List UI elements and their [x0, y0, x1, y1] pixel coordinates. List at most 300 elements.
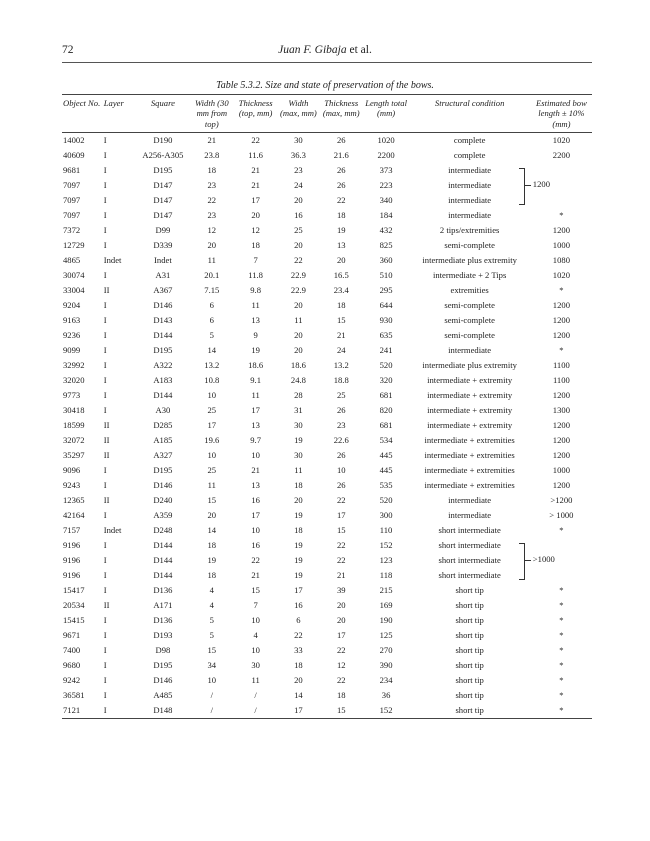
table-row — [62, 703, 592, 719]
cell-width-top: 20 — [207, 239, 217, 250]
cell-thickness-max: 17 — [336, 629, 346, 640]
cell-estimated-length: 1000 — [552, 464, 570, 475]
col-header-width-top: Width (30 mm from top) — [190, 95, 233, 133]
table-row — [62, 583, 592, 598]
cell-structural-condition: intermediate — [448, 164, 492, 175]
cell-object-no: 36581 — [63, 689, 85, 700]
table-row — [62, 373, 592, 388]
cell-estimated-length: 1100 — [552, 374, 570, 385]
table-row — [62, 238, 592, 253]
cell-object-no: 9196 — [63, 539, 81, 550]
cell-estimated-length: * — [559, 584, 564, 595]
cell-estimated-length: 1100 — [552, 359, 570, 370]
cell-thickness-max: 15 — [336, 314, 346, 325]
cell-width-top: 23.8 — [204, 149, 220, 160]
col-header-square: Square — [135, 95, 190, 133]
table-row — [62, 538, 592, 553]
cell-layer: Indet — [103, 524, 122, 535]
cell-width-max: 19 — [294, 554, 303, 565]
cell-layer: I — [103, 674, 107, 685]
cell-width-top: 14 — [207, 344, 217, 355]
cell-estimated-length: 2200 — [552, 149, 570, 160]
cell-width-max: 23 — [294, 164, 303, 175]
cell-square: D147 — [153, 194, 173, 205]
cell-object-no: 32072 — [63, 434, 85, 445]
cell-estimated-length: >1200 — [550, 494, 573, 505]
table-row — [62, 628, 592, 643]
cell-layer: I — [103, 164, 107, 175]
cell-layer: I — [103, 569, 107, 580]
col-header-thickness-top: Thickness (top, mm) — [233, 95, 278, 133]
cell-width-top: 6 — [209, 299, 214, 310]
cell-length: 681 — [379, 389, 393, 400]
cell-square: D144 — [153, 329, 173, 340]
cell-estimated-length: 1080 — [552, 254, 570, 265]
cell-structural-condition: short tip — [455, 674, 484, 685]
cell-thickness-max: 22 — [336, 644, 346, 655]
cell-width-max: 22 — [294, 629, 303, 640]
cell-structural-condition: short intermediate — [438, 569, 501, 580]
cell-estimated-length: * — [559, 644, 564, 655]
cell-layer: I — [103, 464, 107, 475]
cell-square: D195 — [153, 464, 173, 475]
cell-thickness-max: 10 — [336, 464, 346, 475]
bows-table — [62, 94, 592, 719]
table-row — [62, 223, 592, 238]
cell-length: 820 — [379, 404, 393, 415]
cell-layer: I — [103, 479, 107, 490]
cell-square: A485 — [153, 689, 173, 700]
cell-width-top: 6 — [209, 314, 214, 325]
cell-thickness-top: 22 — [251, 134, 260, 145]
cell-length: 223 — [379, 179, 393, 190]
cell-structural-condition: short tip — [455, 644, 484, 655]
cell-square: D146 — [153, 479, 173, 490]
table-row — [62, 478, 592, 493]
cell-length: 36 — [381, 689, 391, 700]
cell-width-max: 20 — [294, 299, 303, 310]
cell-width-max: 24.8 — [290, 374, 306, 385]
group-bracket-1 — [519, 168, 525, 205]
cell-width-top: 5 — [209, 614, 214, 625]
table-row — [62, 463, 592, 478]
cell-structural-condition: intermediate — [448, 209, 492, 220]
col-header-structural-condition: Structural condition — [409, 95, 531, 133]
cell-structural-condition: intermediate + extremity — [427, 374, 513, 385]
cell-object-no: 9773 — [63, 389, 81, 400]
cell-width-max: 24 — [294, 179, 303, 190]
cell-estimated-length: 1200 — [552, 389, 570, 400]
cell-square: A171 — [153, 599, 173, 610]
cell-object-no: 15415 — [63, 614, 85, 625]
cell-width-top: 12 — [207, 224, 217, 235]
cell-thickness-max: 26 — [336, 404, 346, 415]
cell-layer: I — [103, 703, 136, 719]
cell-width-max: 19 — [294, 509, 303, 520]
cell-layer: I — [103, 644, 107, 655]
cell-thickness-max: 26 — [336, 179, 346, 190]
cell-thickness-top: 12 — [251, 224, 260, 235]
cell-thickness-top: 15 — [251, 584, 260, 595]
cell-structural-condition: intermediate — [448, 194, 492, 205]
cell-layer: I — [103, 554, 107, 565]
cell-square: D98 — [155, 644, 171, 655]
cell-width-top: / — [210, 689, 213, 700]
table-row — [62, 298, 592, 313]
table-row — [62, 448, 592, 463]
cell-object-no: 9671 — [63, 629, 81, 640]
cell-length: 234 — [379, 674, 393, 685]
cell-thickness-max: 26 — [336, 479, 346, 490]
cell-thickness-max: 20 — [336, 614, 346, 625]
cell-object-no: 35297 — [63, 449, 85, 460]
cell-square: A359 — [153, 509, 173, 520]
cell-square: A30 — [155, 404, 171, 415]
cell-width-max: 19 — [294, 569, 303, 580]
cell-thickness-top: 21 — [251, 464, 260, 475]
cell-width-max: 22 — [294, 254, 303, 265]
cell-object-no: 12365 — [63, 494, 85, 505]
cell-square: A256-A305 — [142, 149, 184, 160]
cell-length: 373 — [379, 164, 393, 175]
cell-thickness-max: 18 — [336, 689, 346, 700]
cell-length: 340 — [379, 194, 393, 205]
cell-width-top: 10 — [207, 674, 217, 685]
cell-thickness-top: 30 — [251, 659, 260, 670]
cell-layer: II — [103, 494, 110, 505]
cell-width-max: 30 — [294, 419, 303, 430]
cell-width-top: 5 — [209, 329, 214, 340]
cell-width-top: 34 — [207, 659, 217, 670]
cell-thickness-max: 21.6 — [333, 149, 349, 160]
cell-square: D339 — [153, 239, 173, 250]
table-row — [62, 163, 592, 178]
running-head-author: Juan F. Gibaja — [278, 44, 347, 56]
col-header-thickness-max: Thickness (max, mm) — [319, 95, 364, 133]
cell-estimated-length: 1020 — [552, 269, 570, 280]
cell-structural-condition: intermediate + extremity — [427, 389, 513, 400]
cell-square: D195 — [153, 164, 173, 175]
cell-thickness-top: 9 — [253, 329, 258, 340]
cell-object-no: 7372 — [63, 224, 81, 235]
cell-estimated-length: * — [559, 659, 564, 670]
cell-layer: II — [103, 284, 110, 295]
cell-layer: I — [103, 239, 107, 250]
cell-thickness-max: 12 — [336, 659, 346, 670]
cell-structural-condition: intermediate + extremities — [424, 479, 515, 490]
cell-length: 152 — [364, 703, 409, 719]
table-row — [62, 523, 592, 538]
cell-object-no: 9163 — [63, 314, 81, 325]
cell-thickness-top: 10 — [251, 449, 260, 460]
cell-square: D190 — [153, 134, 173, 145]
cell-layer: I — [103, 389, 107, 400]
cell-width-max: 30 — [294, 134, 303, 145]
cell-square: D240 — [153, 494, 173, 505]
cell-thickness-top: 10 — [251, 524, 260, 535]
cell-estimated-length: 1300 — [552, 404, 570, 415]
cell-object-no: 32020 — [63, 374, 85, 385]
cell-width-max: 14 — [294, 689, 303, 700]
cell-width-top: 23 — [207, 179, 217, 190]
cell-estimated-length — [531, 163, 592, 178]
cell-thickness-max: 17 — [336, 509, 346, 520]
cell-width-max: 11 — [294, 314, 303, 325]
cell-width-top: 10 — [207, 389, 217, 400]
cell-structural-condition: complete — [453, 149, 486, 160]
cell-thickness-max: 20 — [336, 599, 346, 610]
cell-square: A327 — [153, 449, 173, 460]
cell-length: 270 — [379, 644, 393, 655]
cell-structural-condition: intermediate + extremities — [424, 449, 515, 460]
group-bracket-1-tick — [525, 185, 531, 186]
cell-width-top: 18 — [207, 569, 217, 580]
cell-length: 125 — [379, 629, 393, 640]
cell-structural-condition: short tip — [455, 599, 484, 610]
cell-layer: I — [103, 359, 107, 370]
cell-thickness-top: 11.6 — [248, 149, 263, 160]
cell-square: D146 — [153, 299, 173, 310]
cell-thickness-top: 11.8 — [248, 269, 263, 280]
cell-structural-condition: intermediate + 2 Tips — [432, 269, 507, 280]
cell-width-max: 16 — [294, 599, 303, 610]
cell-estimated-length: 1200 — [552, 479, 570, 490]
table-row — [62, 343, 592, 358]
cell-object-no: 40609 — [63, 149, 85, 160]
table-row — [62, 388, 592, 403]
cell-width-max: 22.9 — [290, 269, 306, 280]
cell-square: D144 — [153, 389, 173, 400]
cell-width-max: 36.3 — [290, 149, 306, 160]
cell-length: 445 — [379, 464, 393, 475]
cell-layer: I — [103, 209, 107, 220]
cell-structural-condition: intermediate — [448, 509, 492, 520]
cell-width-top: 10.8 — [204, 374, 220, 385]
cell-width-max: 25 — [294, 224, 303, 235]
cell-square: D146 — [153, 674, 173, 685]
cell-thickness-max: 22 — [336, 674, 346, 685]
table-row — [62, 568, 592, 583]
table-row — [62, 613, 592, 628]
cell-object-no: 4865 — [63, 254, 81, 265]
cell-width-top: 20.1 — [204, 269, 220, 280]
cell-thickness-top: 13 — [251, 419, 260, 430]
cell-thickness-max: 24 — [336, 344, 346, 355]
cell-layer: II — [103, 434, 110, 445]
cell-square: D195 — [153, 344, 173, 355]
cell-estimated-length — [531, 193, 592, 208]
cell-width-top: 14 — [207, 524, 217, 535]
cell-thickness-top: / — [254, 689, 257, 700]
cell-square: D285 — [153, 419, 173, 430]
cell-layer: I — [103, 689, 107, 700]
table-row — [62, 313, 592, 328]
cell-thickness-max: 22 — [336, 539, 346, 550]
cell-thickness-max: 22 — [336, 494, 346, 505]
cell-layer: I — [103, 614, 107, 625]
cell-square: D144 — [153, 554, 173, 565]
cell-width-max: 20 — [294, 329, 303, 340]
cell-structural-condition: short tip — [455, 689, 484, 700]
cell-layer: I — [103, 299, 107, 310]
cell-object-no: 9196 — [63, 569, 81, 580]
cell-structural-condition: intermediate plus extremity — [422, 254, 517, 265]
cell-length: 110 — [379, 524, 393, 535]
cell-length: 520 — [379, 359, 393, 370]
cell-thickness-top: 16 — [251, 494, 260, 505]
cell-length: 320 — [379, 374, 393, 385]
cell-layer: I — [103, 179, 107, 190]
cell-object-no: 30418 — [63, 404, 85, 415]
cell-structural-condition: intermediate + extremities — [424, 434, 515, 445]
cell-width-max: 17 — [294, 584, 303, 595]
cell-length: 123 — [379, 554, 393, 565]
cell-length: 184 — [379, 209, 393, 220]
cell-thickness-top: 17 — [251, 509, 260, 520]
cell-width-max: 22.9 — [290, 284, 306, 295]
cell-length: 169 — [379, 599, 393, 610]
cell-width-max: 6 — [296, 614, 301, 625]
cell-estimated-length: 1200 — [552, 434, 570, 445]
cell-width-max: 20 — [294, 494, 303, 505]
cell-thickness-max: 25 — [336, 389, 346, 400]
col-header-width-max: Width (max, mm) — [278, 95, 319, 133]
cell-structural-condition: semi-complete — [444, 239, 495, 250]
cell-square: A185 — [153, 434, 173, 445]
cell-structural-condition: intermediate + extremity — [427, 404, 513, 415]
cell-thickness-max: 26 — [336, 449, 346, 460]
cell-layer: I — [103, 224, 107, 235]
cell-width-max: 28 — [294, 389, 303, 400]
cell-length: 152 — [379, 539, 393, 550]
cell-object-no: 9680 — [63, 659, 81, 670]
cell-layer: II — [103, 419, 110, 430]
cell-square: D147 — [153, 179, 173, 190]
cell-estimated-length: 1200 — [552, 314, 570, 325]
table-row — [62, 643, 592, 658]
cell-length: 510 — [379, 269, 393, 280]
cell-length: 1020 — [377, 134, 395, 145]
cell-layer: I — [103, 629, 107, 640]
cell-thickness-top: 13 — [251, 314, 260, 325]
cell-thickness-top: 18 — [251, 239, 260, 250]
cell-length: 930 — [379, 314, 393, 325]
cell-thickness-top: 11 — [251, 299, 260, 310]
running-head — [0, 44, 650, 56]
cell-square: D136 — [153, 614, 173, 625]
table-row — [62, 508, 592, 523]
cell-square: D143 — [153, 314, 173, 325]
cell-estimated-length: * — [559, 599, 564, 610]
cell-thickness-top: 16 — [251, 539, 260, 550]
cell-thickness-max: 22 — [336, 194, 346, 205]
cell-layer: I — [103, 269, 107, 280]
cell-thickness-max: 19 — [336, 224, 346, 235]
cell-thickness-max: 20 — [336, 254, 346, 265]
cell-thickness-max: 15 — [336, 524, 346, 535]
cell-structural-condition: intermediate plus extremity — [422, 359, 517, 370]
cell-object-no: 32992 — [63, 359, 85, 370]
cell-structural-condition: extremities — [450, 284, 489, 295]
cell-structural-condition: short intermediate — [438, 539, 501, 550]
cell-estimated-length — [531, 538, 592, 553]
cell-length: 432 — [379, 224, 393, 235]
cell-structural-condition: short intermediate — [438, 554, 501, 565]
cell-square: D148 — [135, 703, 190, 719]
cell-layer: I — [103, 194, 107, 205]
cell-length: 635 — [379, 329, 393, 340]
cell-thickness-top: 10 — [251, 644, 260, 655]
cell-thickness-top: 17 — [251, 194, 260, 205]
cell-object-no: 9196 — [63, 554, 81, 565]
cell-structural-condition: short tip — [455, 659, 484, 670]
cell-width-top: 18 — [207, 539, 217, 550]
table-row — [62, 283, 592, 298]
cell-object-no: 9243 — [63, 479, 81, 490]
cell-thickness-max: 22.6 — [333, 434, 349, 445]
cell-layer: I — [103, 134, 107, 145]
table-row — [62, 598, 592, 613]
table-body — [62, 132, 592, 718]
cell-square: D147 — [153, 209, 173, 220]
table-row — [62, 493, 592, 508]
cell-thickness-top: 9.1 — [250, 374, 261, 385]
cell-width-max: 30 — [294, 449, 303, 460]
cell-width-max: 33 — [294, 644, 303, 655]
cell-estimated-length: * — [559, 689, 564, 700]
group-bracket-2-label: >1000 — [532, 554, 555, 565]
cell-length: 295 — [379, 284, 393, 295]
cell-width-max: 18 — [294, 479, 303, 490]
table-row — [62, 418, 592, 433]
cell-estimated-length: * — [531, 703, 592, 719]
cell-length: 215 — [379, 584, 393, 595]
cell-estimated-length: * — [559, 614, 564, 625]
cell-width-top: 25 — [207, 464, 217, 475]
cell-structural-condition: intermediate — [448, 179, 492, 190]
cell-thickness-max: 21 — [336, 329, 346, 340]
cell-thickness-top: 20 — [251, 209, 260, 220]
cell-thickness-max: 13 — [336, 239, 346, 250]
cell-length: 681 — [379, 419, 393, 430]
cell-object-no: 42164 — [63, 509, 85, 520]
cell-layer: I — [103, 584, 107, 595]
cell-square: D144 — [153, 539, 173, 550]
cell-width-top: 20 — [207, 509, 217, 520]
cell-object-no: 9242 — [63, 674, 81, 685]
cell-square: A183 — [153, 374, 173, 385]
cell-object-no: 9096 — [63, 464, 81, 475]
cell-length: 520 — [379, 494, 393, 505]
cell-length: 2200 — [377, 149, 395, 160]
table-row — [62, 658, 592, 673]
cell-thickness-max: 26 — [336, 134, 346, 145]
cell-width-max: 20 — [294, 344, 303, 355]
cell-thickness-top: 22 — [251, 554, 260, 565]
cell-structural-condition: short tip — [455, 614, 484, 625]
cell-width-max: 11 — [294, 464, 303, 475]
cell-thickness-max: 16.5 — [333, 269, 349, 280]
cell-width-top: 19 — [207, 554, 217, 565]
cell-length: 390 — [379, 659, 393, 670]
group-bracket-1-label: 1200 — [532, 179, 550, 190]
cell-structural-condition: intermediate — [448, 494, 492, 505]
cell-width-top: 19.6 — [204, 434, 220, 445]
cell-structural-condition: intermediate — [448, 344, 492, 355]
group-bracket-2 — [519, 543, 525, 580]
cell-length: 445 — [379, 449, 393, 460]
cell-object-no: 18599 — [63, 419, 85, 430]
